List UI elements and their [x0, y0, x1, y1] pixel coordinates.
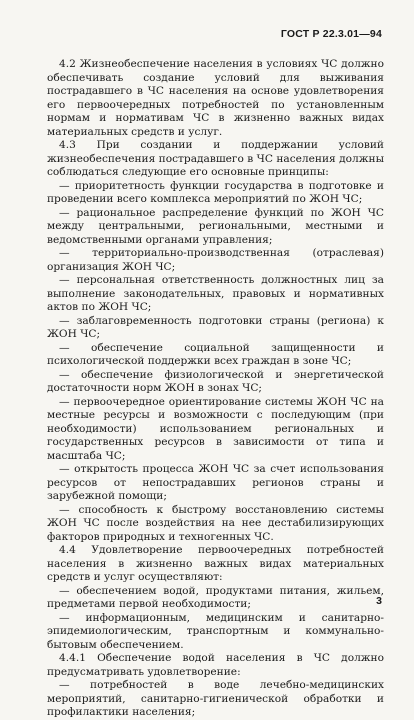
- paragraph-4-4: 4.4 Удовлетворение первоочередных потребностей населения в жизненно важных видах материальных средств и услуг осуществляют:: [47, 544, 384, 583]
- list-item: — информационным, медицинским и санитарно-эпидемиологическим, транспортным и коммунально-бытовым обеспечением.: [47, 611, 384, 651]
- list-item: — территориально-производственная (отраслевая) организация ЖОН ЧС;: [47, 247, 384, 273]
- list-item: — потребностей в воде лечебно-медицинских мероприятий, санитарно-гигиенической обработки и профилактики населения;: [47, 679, 384, 718]
- list-item: — обеспечение физиологической и энергетической достаточности норм ЖОН в зонах ЧС;: [47, 368, 384, 394]
- document-body: [47, 58, 384, 720]
- list-item: — персональная ответственность должностных лиц за выполнение законодательных, правовых и нормативных актов по ЖОН ЧС;: [47, 274, 384, 313]
- paragraph-4-3: 4.3 При создании и поддержании условий жизнеобеспечения пострадавшего в ЧС населения должны соблюдаться следующие его основные принципы:: [47, 139, 384, 178]
- list-item: — заблаговременность подготовки страны (региона) к ЖОН ЧС;: [47, 314, 384, 340]
- page-number: 3: [376, 595, 382, 607]
- paragraph-4-4-1: 4.4.1 Обеспечение водой населения в ЧС должно предусматривать удовлетворение:: [47, 652, 384, 678]
- list-item: — рациональное распределение функций по ЖОН ЧС между центральными, региональными, местными и ведомственными органами управления;: [47, 206, 384, 246]
- list-item: — открытость процесса ЖОН ЧС за счет использования ресурсов от непострадавших регионов страны и зарубежной помощи;: [47, 463, 384, 502]
- list-item: — первоочередное ориентирование системы ЖОН ЧС на местные ресурсы и возможности с последующим (при необходимости) использованием региональных и государственных ресурсов в зависимости от типа и масштаба ЧС;: [47, 395, 384, 462]
- document-code-header: ГОСТ Р 22.3.01—94: [280, 28, 382, 40]
- paragraph-4-2: 4.2 Жизнеобеспечение населения в условиях ЧС должно обеспечивать создание условий для выживания пострадавшего в ЧС населения на основе удовлетворения его первоочередных потребностей по установленным нормам и нормативам ЧС в жизненно важных видах материальных средств и услуг.: [47, 58, 384, 138]
- list-item: — обеспечение социальной защищенности и психологической поддержки всех граждан в зоне ЧС;: [47, 341, 384, 367]
- list-item: — обеспечением водой, продуктами питания, жильем, предметами первой необходимости;: [47, 584, 384, 610]
- list-item: — способность к быстрому восстановлению системы ЖОН ЧС после воздействия на нее дестабилизирующих факторов природных и техногенных ЧС.: [47, 503, 384, 543]
- list-item: — приоритетность функции государства в подготовке и проведении всего комплекса мероприятий по ЖОН ЧС;: [47, 179, 384, 205]
